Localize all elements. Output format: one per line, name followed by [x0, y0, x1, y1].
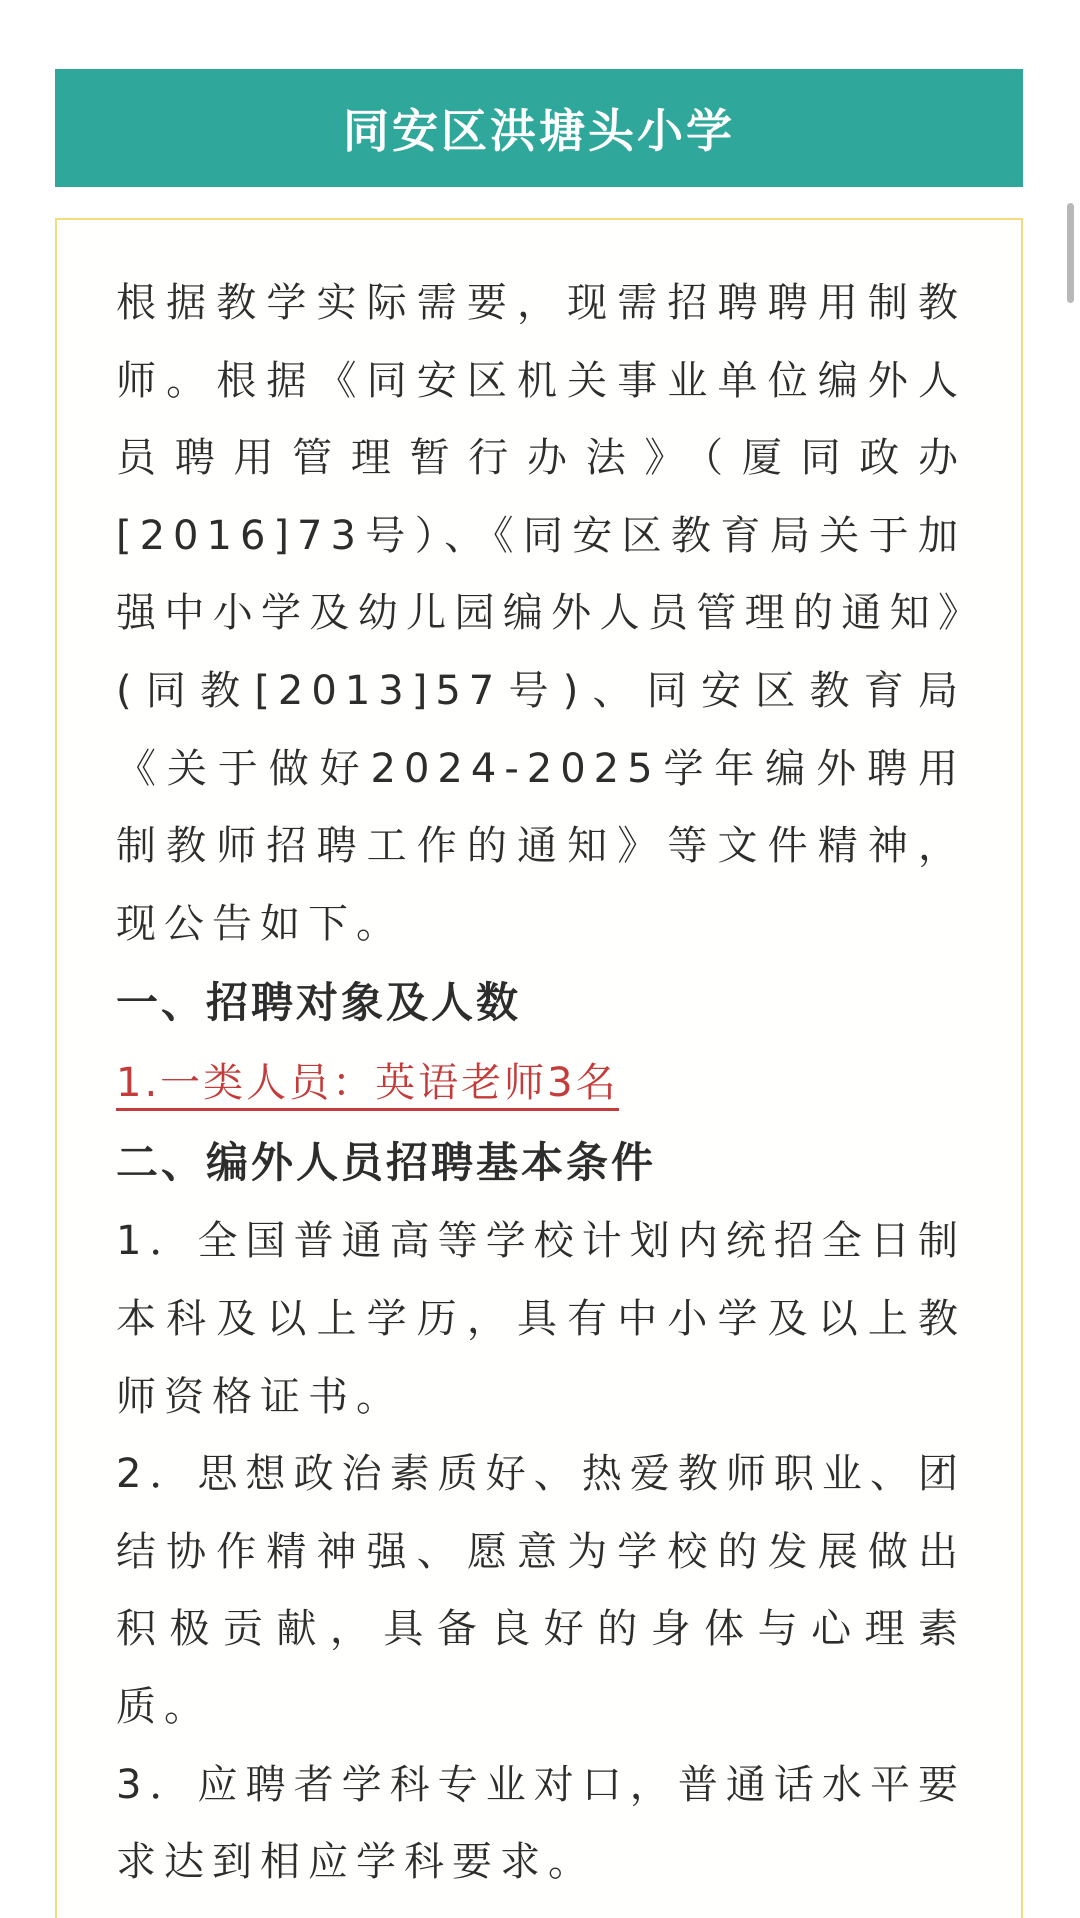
recruitment-item-text: 1.一类人员：英语老师3名: [116, 1060, 619, 1111]
scrollbar-thumb[interactable]: [1067, 203, 1074, 303]
condition-3: 3．应聘者学科专业对口，普通话水平要求达到相应学科要求。: [116, 1761, 966, 1886]
page-header: [55, 69, 1023, 187]
section1-heading: 一、招聘对象及人数: [116, 978, 522, 1028]
condition-2: 2．思想政治素质好、热爱教师职业、团结协作精神强、愿意为学校的发展做出积极贡献，具备良好的身体与心理素质。: [116, 1451, 966, 1730]
school-title: 同安区洪塘头小学: [343, 104, 735, 158]
announcement-content: [116, 265, 966, 1902]
recruitment-item: [116, 1043, 966, 1123]
announcement-box: [55, 218, 1023, 1918]
section2-heading: 二、编外人员招聘基本条件: [116, 1138, 657, 1188]
intro-paragraph: 根据教学实际需要，现需招聘聘用制教师。根据《同安区机关事业单位编外人员聘用管理暂行办法》（厦同政办[2016]73号）、《同安区教育局关于加强中小学及幼儿园编外人员管理的通知》(同教[2013]57号)、同安区教育局《关于做好2024-2025学年编外聘用制教师招聘工作的通知》等文件精神，现公告如下。: [116, 280, 966, 947]
condition-1: 1．全国普通高等学校计划内统招全日制本科及以上学历，具有中小学及以上教师资格证书。: [116, 1218, 966, 1420]
